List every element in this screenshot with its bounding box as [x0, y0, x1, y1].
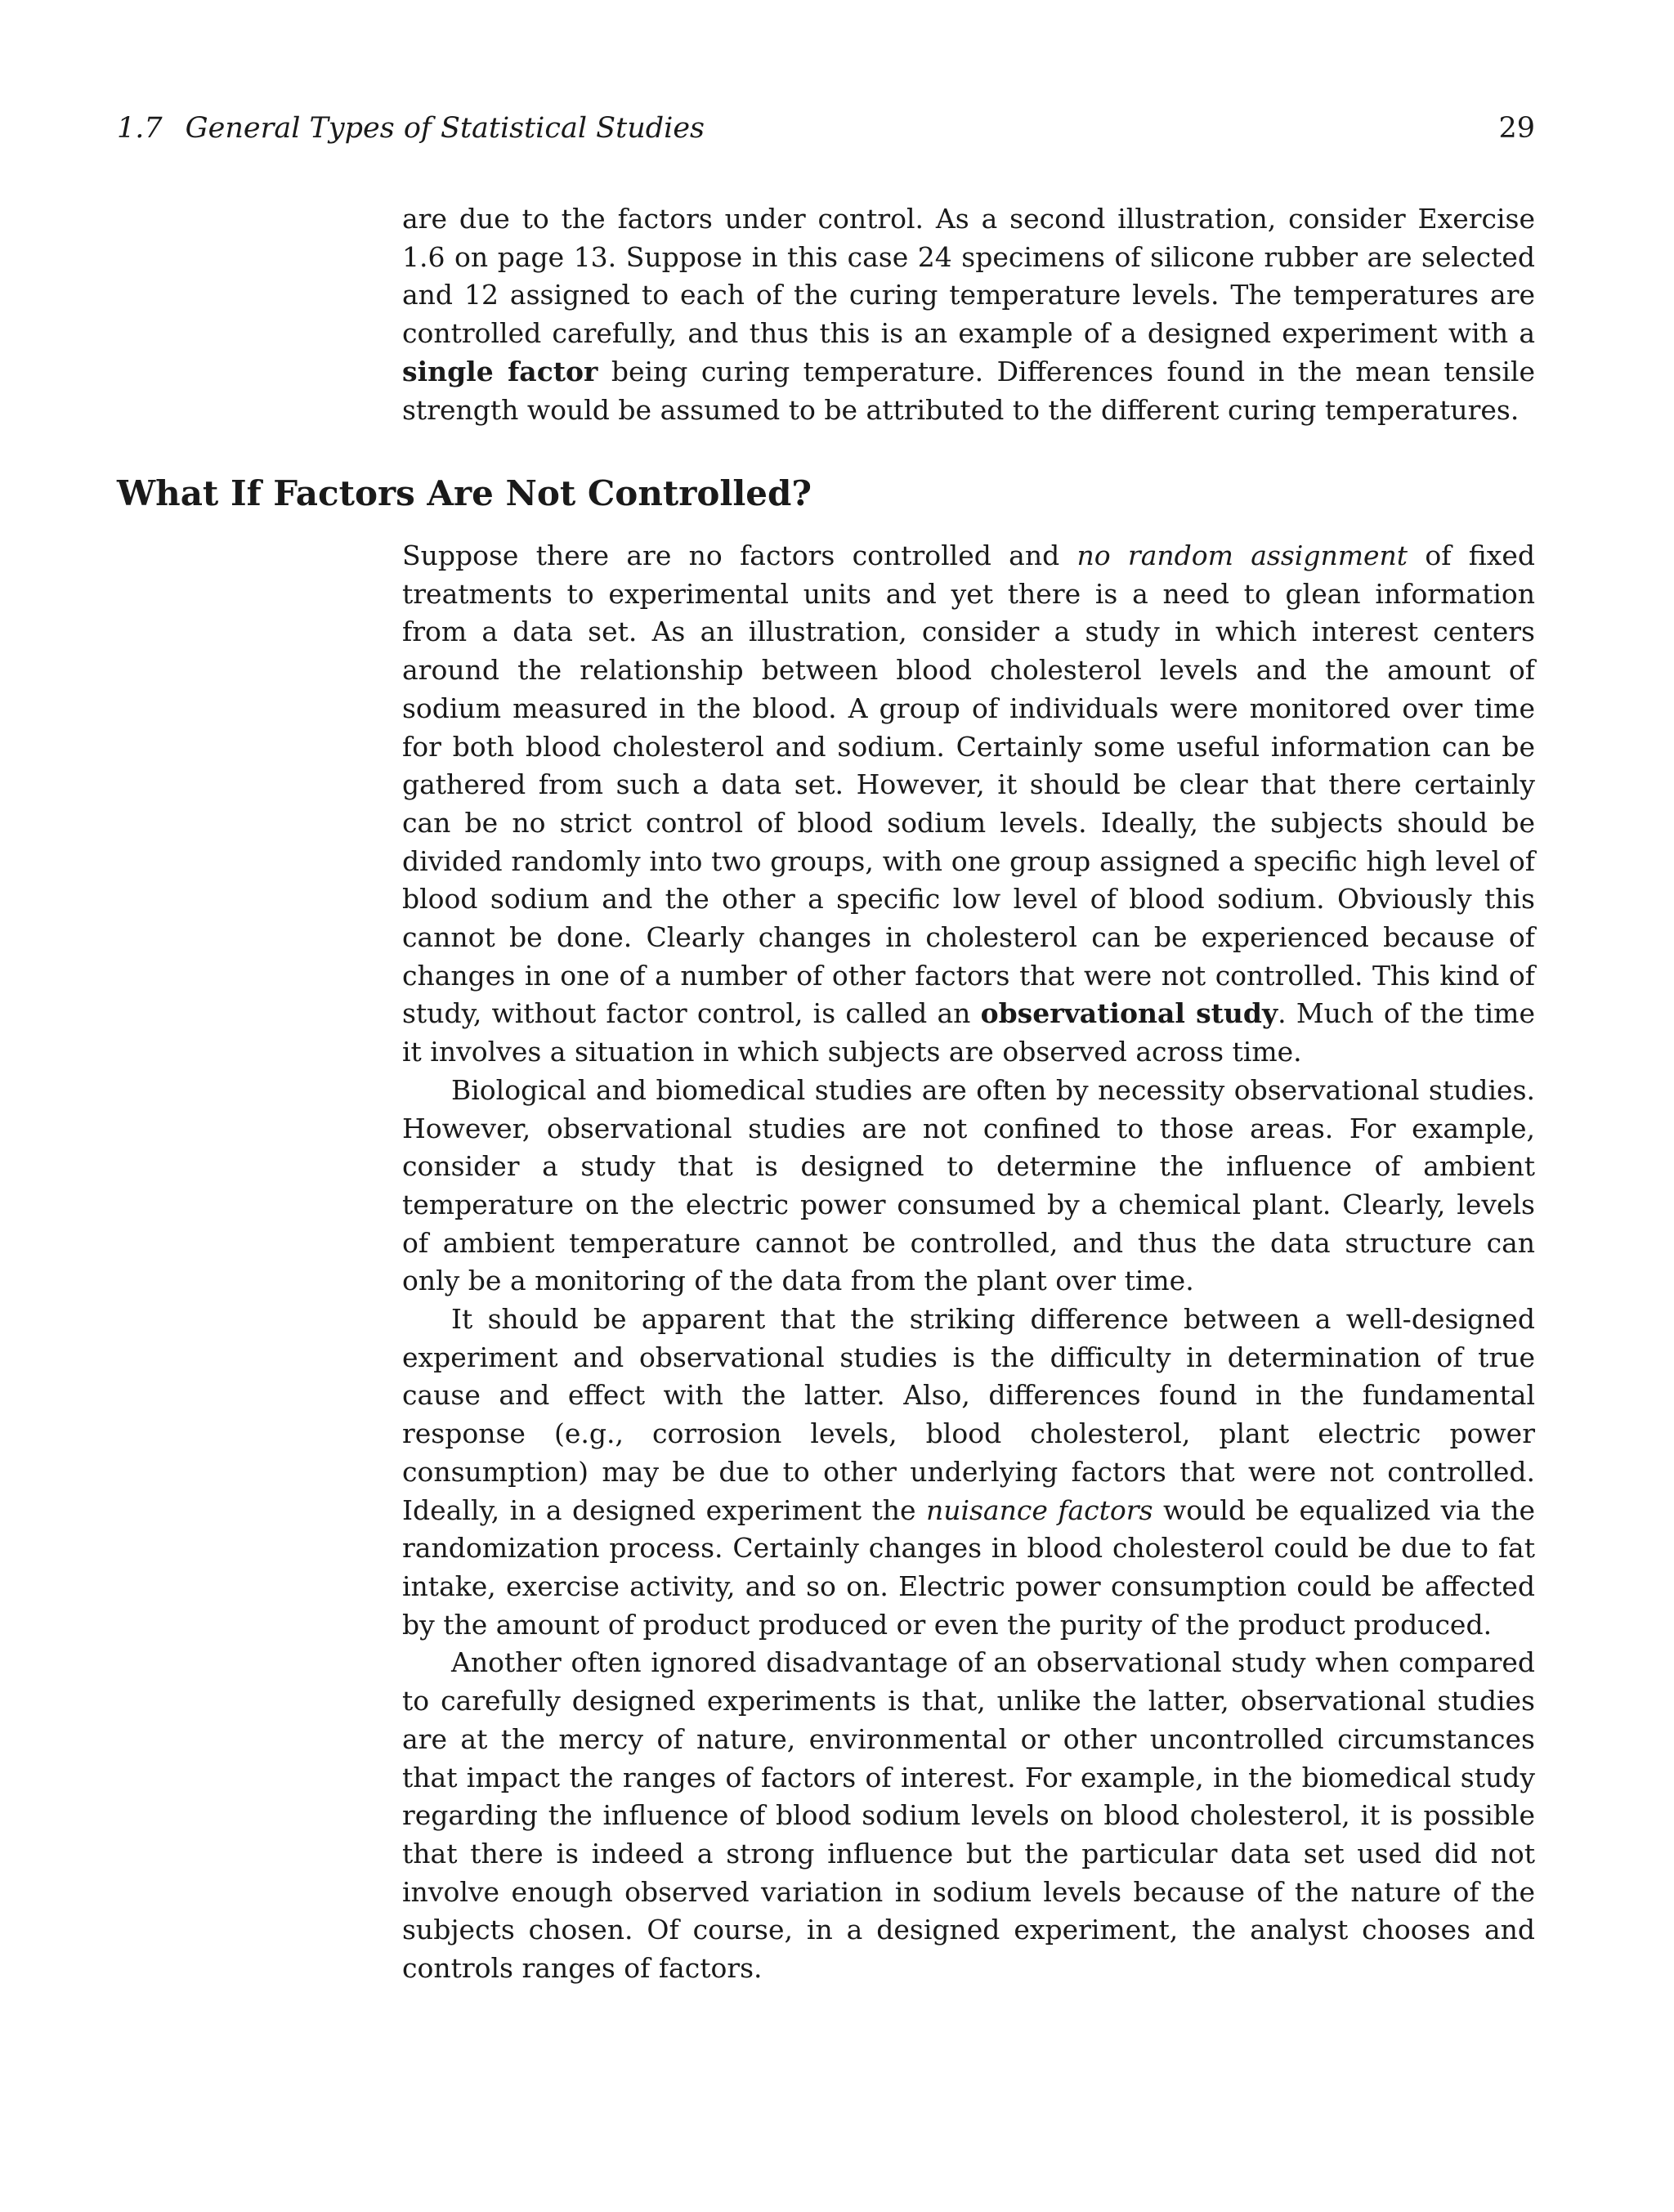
- section-body: [402, 537, 1535, 1988]
- page-number: 29: [1498, 112, 1535, 145]
- paragraph-1-part2: of fixed treatments to experimental units and yet there is a need to glean information from a data set. As an illustration, consider a study in which interest centers around the relationship between blood cholesterol levels and the amount of sodium measured in the blood. A group of individuals were monitored over time for both blood cholesterol and sodium. Certainly some useful information can be gathered from such a data set. However, it should be clear that there certainly can be no strict control of blood sodium levels. Ideally, the subjects should be divided randomly into two groups, with one group assigned a specific high level of blood sodium and the other a specific low level of blood sodium. Obviously this cannot be done. Clearly changes in cholesterol can be experienced because of changes in one of a number of other factors that were not controlled. This kind of study, without factor control, is called an: [402, 540, 1535, 1030]
- term-single-factor: single factor: [402, 355, 598, 387]
- paragraph-4: Another often ignored disadvantage of an observational study when compared to carefully designed experiments is that, unlike the latter, observational studies are at the mercy of nature, environmental or other uncontrolled circumstances that impact the ranges of factors of interest. For example, in the biomedical study regarding the influence of blood sodium levels on blood cholesterol, it is possible that there is indeed a strong influence but the particular data set used did not involve enough observed variation in sodium levels because of the nature of the subjects chosen. Of course, in a designed experiment, the analyst chooses and controls ranges of factors.: [402, 1646, 1535, 1985]
- intro-text-part2: being curing temperature. Differences found in the mean tensile strength would be assumed to be attributed to the different curing temperatures.: [402, 355, 1536, 426]
- header-section-number: 1.7: [117, 112, 163, 145]
- paragraph-3-part2: would be equalized via the randomization process. Certainly changes in blood cholesterol could be due to fat intake, exercise activity, and so on. Electric power consumption could be affected by the amount of product produced or even the purity of the product produced.: [402, 1493, 1535, 1641]
- intro-paragraph: [402, 200, 1535, 429]
- header-section-title: General Types of Statistical Studies: [185, 112, 705, 145]
- intro-text-part1: are due to the factors under control. As a second illustration, consider Exercise 1.6 on page 13. Suppose in this case 24 specimens of silicone rubber are selected and 12 assigned to each of the curing temperature levels. The temperatures are controlled carefully, and thus this is an example of a designed experiment with a: [402, 203, 1535, 350]
- term-observational-study: observational study: [980, 997, 1278, 1030]
- running-header: [117, 108, 1535, 149]
- paragraph-3-part1: It should be apparent that the striking difference between a well-designed experiment and observational studies is the difficulty in determination of true cause and effect with the latter. Also, differences found in the fundamental response (e.g., corrosion levels, blood cholesterol, plant electric power consumption) may be due to other underlying factors that were not controlled. Ideally, in a designed experiment the: [402, 1303, 1535, 1526]
- paragraph-1-part1: Suppose there are no factors controlled and: [402, 540, 1077, 571]
- paragraph-3: [402, 1301, 1535, 1644]
- emphasis-no-random-assignment: no random assignment: [1076, 540, 1408, 571]
- intro-text: [402, 200, 1535, 429]
- section-heading: What If Factors Are Not Controlled?: [117, 473, 812, 513]
- paragraph-1: [402, 537, 1535, 1072]
- paragraph-1-part3: . Much of the time it involves a situation in which subjects are observed across time.: [402, 997, 1535, 1068]
- paragraph-2: Biological and biomedical studies are often by necessity observational studies. However, observational studies are not confined to those areas. For example, consider a study that is designed to determine the influence of ambient temperature on the electric power consumed by a chemical plant. Clearly, levels of ambient temperature cannot be controlled, and thus the data structure can only be a monitoring of the data from the plant over time.: [402, 1073, 1535, 1297]
- emphasis-nuisance-factors: nuisance factors: [925, 1493, 1153, 1526]
